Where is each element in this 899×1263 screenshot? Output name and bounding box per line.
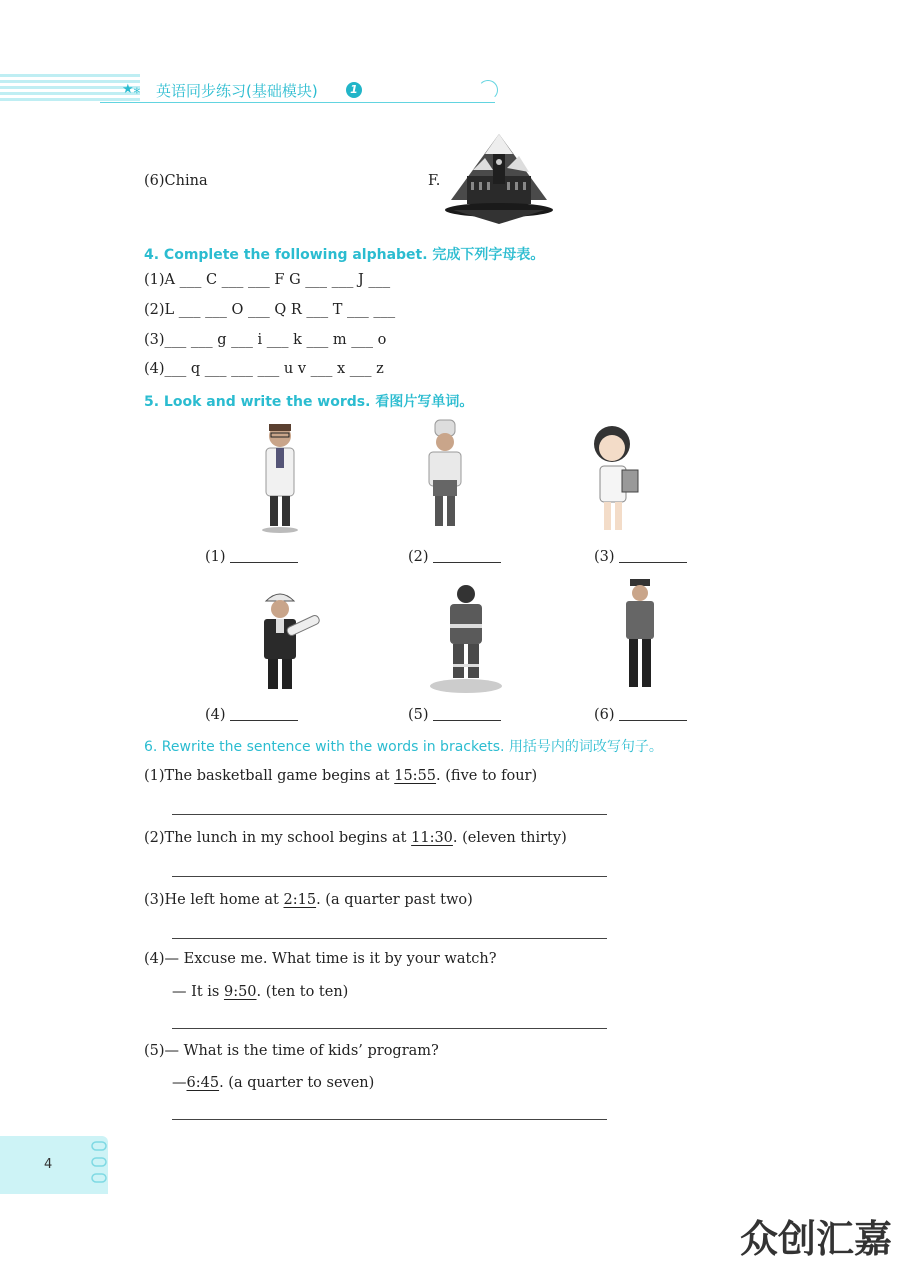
word-label-3: (3) (594, 549, 687, 565)
watermark: 众创汇嘉 (740, 1217, 893, 1261)
rewrite-q4-question: (4)— Excuse me. What time is it by your watch? (144, 951, 497, 967)
alphabet-line-1: (1)A ___ C ___ ___ F G ___ ___ J ___ (144, 272, 391, 288)
answer-line-5[interactable] (172, 1119, 607, 1120)
chef-image (405, 418, 485, 538)
section4-heading: 4. Complete the following alphabet. 完成下列字母表。 (144, 247, 545, 263)
footer-rings-icon (90, 1140, 110, 1186)
word-label-5: (5) (408, 707, 501, 723)
word-label-2: (2) (408, 549, 501, 565)
answer-line-4[interactable] (172, 1028, 607, 1029)
item6-option: F. (428, 173, 441, 189)
answer-line-3[interactable] (172, 938, 607, 939)
rewrite-q2: (2)The lunch in my school begins at 11:30. (eleven thirty) (144, 830, 567, 846)
alphabet-line-2: (2)L ___ ___ O ___ Q R ___ T ___ ___ (144, 302, 396, 318)
rewrite-q4-answer: — It is 9:50. (ten to ten) (172, 984, 349, 1000)
firefighter-image (425, 582, 507, 694)
police-officer-image (610, 575, 670, 697)
item6-label: (6)China (144, 173, 208, 189)
word-label-6: (6) (594, 707, 687, 723)
section6-heading: 6. Rewrite the sentence with the words in brackets. 用括号内的词改写句子。 (144, 739, 663, 755)
alphabet-line-4: (4)___ q ___ ___ ___ u v ___ x ___ z (144, 361, 384, 377)
rewrite-q3: (3)He left home at 2:15. (a quarter past two) (144, 892, 473, 908)
volume-badge: 1 (346, 82, 362, 98)
alphabet-line-3: (3)___ ___ g ___ i ___ k ___ m ___ o (144, 332, 387, 348)
answer-line-1[interactable] (172, 814, 607, 815)
page-number: 4 (44, 1157, 53, 1172)
rewrite-q5-question: (5)— What is the time of kids’ program? (144, 1043, 439, 1059)
star-icon: ★⁎ (122, 82, 141, 97)
word-label-4: (4) (205, 707, 298, 723)
answer-line-2[interactable] (172, 876, 607, 877)
section5-heading: 5. Look and write the words. 看图片写单词。 (144, 394, 474, 410)
word-label-1: (1) (205, 549, 298, 565)
doctor-image (240, 418, 320, 538)
rewrite-q5-answer: —6:45. (a quarter to seven) (172, 1075, 375, 1091)
header-curl (478, 80, 498, 100)
engineer-image (246, 585, 328, 695)
nurse-image (580, 418, 660, 538)
header-title: 英语同步练习(基础模块) (156, 82, 318, 100)
palace-image (443, 130, 555, 226)
rewrite-q1: (1)The basketball game begins at 15:55. (five to four) (144, 768, 538, 784)
